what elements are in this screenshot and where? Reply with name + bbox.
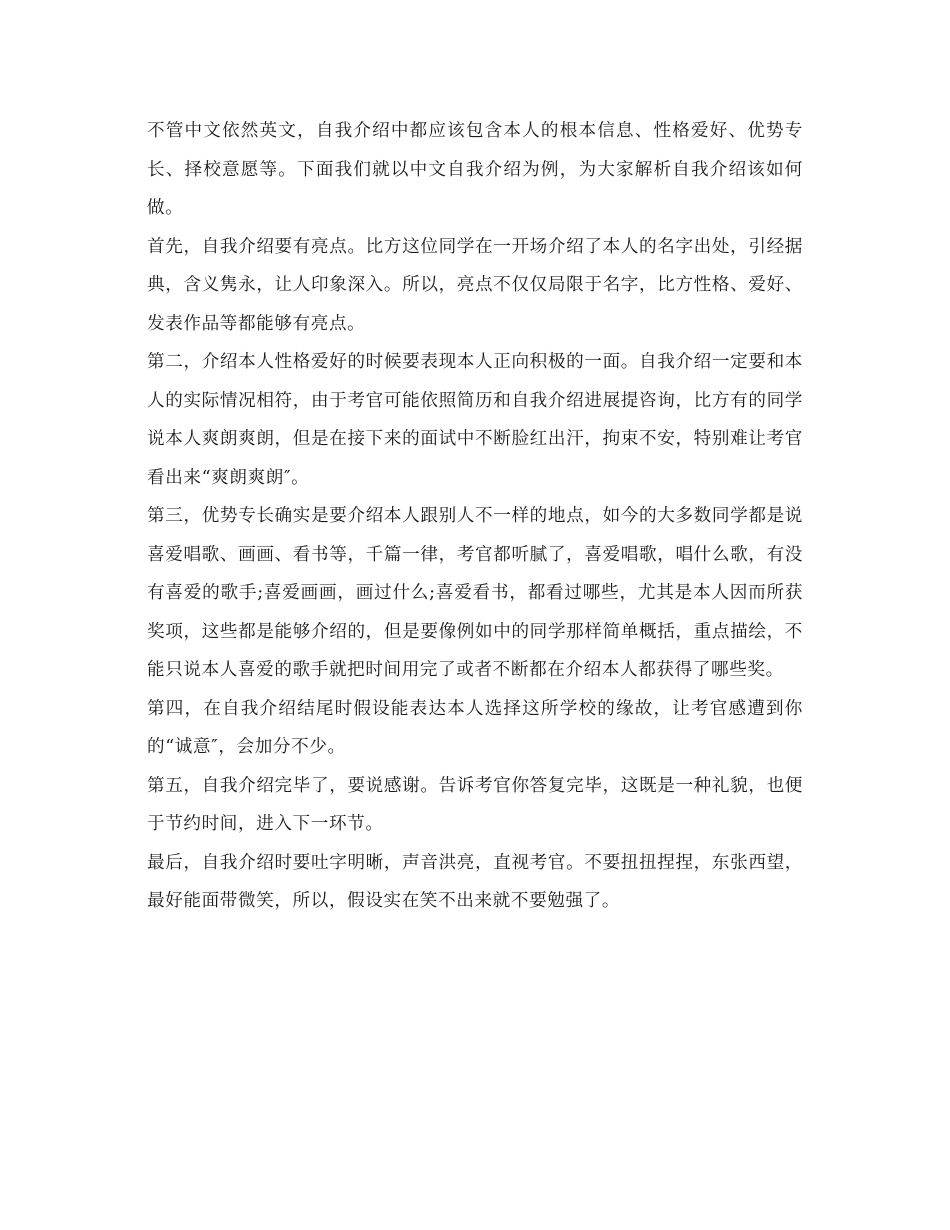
paragraph-second: 第二，介绍本人性格爱好的时候要表现本人正向积极的一面。自我介绍一定要和本人的实际情况相符，由于考官可能依照简历和自我介绍进展提咨询，比方有的同学说本人爽朗爽朗，但是在接下来的面试中不断脸红出汗，拘束不安，特别难让考官看出来“爽朗爽朗″。 — [147, 352, 803, 488]
paragraph-first: 首先，自我介绍要有亮点。比方这位同学在一开场介绍了本人的名字出处，引经据典，含义隽永，让人印象深入。所以，亮点不仅仅局限于名字，比方性格、爱好、发表作品等都能够有亮点。 — [147, 236, 803, 334]
document-body — [147, 112, 803, 921]
paragraph-last: 最后，自我介绍时要吐字明晰，声音洪亮，直视考官。不要扭扭捏捏，东张西望，最好能面带微笑，所以，假设实在笑不出来就不要勉强了。 — [147, 852, 803, 911]
paragraph-fifth: 第五，自我介绍完毕了，要说感谢。告诉考官你答复完毕，这既是一种礼貌，也便于节约时间，进入下一环节。 — [147, 775, 803, 834]
paragraph-third: 第三，优势专长确实是要介绍本人跟别人不一样的地点，如今的大多数同学都是说喜爱唱歌、画画、看书等，千篇一律，考官都听腻了，喜爱唱歌，唱什么歌，有没有喜爱的歌手;喜爱画画，画过什么;喜爱看书，都看过哪些，尤其是本人因而所获奖项，这些都是能够介绍的，但是要像例如中的同学那样简单概括，重点描绘，不能只说本人喜爱的歌手就把时间用完了或者不断都在介绍本人都获得了哪些奖。 — [147, 506, 803, 680]
paragraph-intro: 不管中文依然英文，自我介绍中都应该包含本人的根本信息、性格爱好、优势专长、择校意愿等。下面我们就以中文自我介绍为例，为大家解析自我介绍该如何做。 — [147, 121, 803, 218]
paragraph-fourth: 第四，在自我介绍结尾时假设能表达本人选择这所学校的缘故，让考官感遭到你的“诚意″，会加分不少。 — [147, 698, 803, 757]
